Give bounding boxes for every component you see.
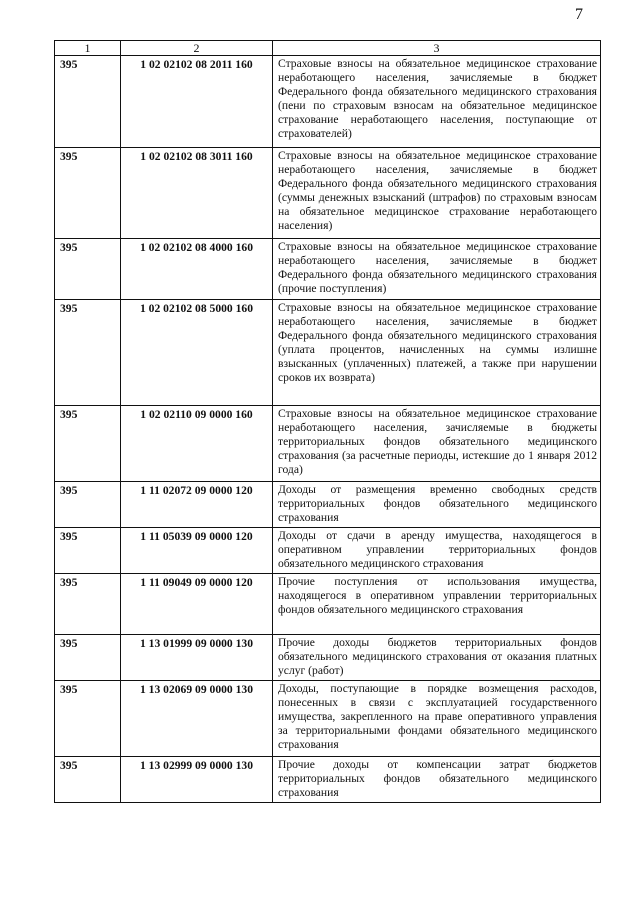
- admin-code-cell: 395: [55, 406, 121, 482]
- admin-code-cell: 395: [55, 300, 121, 406]
- description-cell: Страховые взносы на обязательное медицинское страхование неработающего населения, зачисляемые в бюджеты территориальных фондов обязательного медицинского страхования (за расчетные периоды, истекшие до 1 января 2012 года): [273, 406, 601, 482]
- table-row: [55, 681, 601, 757]
- admin-code-cell: 395: [55, 148, 121, 239]
- description-cell: Прочие доходы бюджетов территориальных фондов обязательного медицинского страхования от оказания платных услуг (работ): [273, 635, 601, 681]
- description-cell: Страховые взносы на обязательное медицинское страхование неработающего населения, зачисляемые в бюджет Федерального фонда обязательного медицинского страхования (пени по страховым взносам на обязательное медицинское страхование неработающего населения, поступающие от страхователей): [273, 56, 601, 148]
- page-number: 7: [575, 6, 583, 23]
- admin-code-cell: 395: [55, 574, 121, 635]
- budget-code-cell: 1 13 02999 09 0000 130: [121, 757, 273, 803]
- table-row: [55, 406, 601, 482]
- column-header-3: 3: [273, 41, 601, 56]
- description-cell: Страховые взносы на обязательное медицинское страхование неработающего населения, зачисляемые в бюджет Федерального фонда обязательного медицинского страхования (прочие поступления): [273, 239, 601, 300]
- admin-code-cell: 395: [55, 56, 121, 148]
- description-cell: Страховые взносы на обязательное медицинское страхование неработающего населения, зачисляемые в бюджет Федерального фонда обязательного медицинского страхования (суммы денежных взысканий (штрафов) по страховым взносам на обязательное медицинское страхование неработающего населения): [273, 148, 601, 239]
- budget-code-cell: 1 13 02069 09 0000 130: [121, 681, 273, 757]
- description-cell: Прочие поступления от использования имущества, находящегося в оперативном управлении территориальных фондов обязательного медицинского страхования: [273, 574, 601, 635]
- budget-codes-table: [54, 40, 601, 803]
- table-row: [55, 239, 601, 300]
- table-row: [55, 300, 601, 406]
- table-header-row: [55, 41, 601, 56]
- budget-code-cell: 1 02 02102 08 3011 160: [121, 148, 273, 239]
- budget-code-cell: 1 02 02102 08 2011 160: [121, 56, 273, 148]
- table-row: [55, 482, 601, 528]
- description-cell: Доходы от размещения временно свободных средств территориальных фондов обязательного медицинского страхования: [273, 482, 601, 528]
- budget-code-cell: 1 11 09049 09 0000 120: [121, 574, 273, 635]
- description-cell: Прочие доходы от компенсации затрат бюджетов территориальных фондов обязательного медицинского страхования: [273, 757, 601, 803]
- table-row: [55, 757, 601, 803]
- admin-code-cell: 395: [55, 635, 121, 681]
- table-row: [55, 148, 601, 239]
- budget-code-cell: 1 11 05039 09 0000 120: [121, 528, 273, 574]
- budget-code-cell: 1 13 01999 09 0000 130: [121, 635, 273, 681]
- table-row: [55, 56, 601, 148]
- description-cell: Страховые взносы на обязательное медицинское страхование неработающего населения, зачисляемые в бюджет Федерального фонда обязательного медицинского страхования (уплата процентов, начисленных на суммы излишне взысканных (уплаченных) платежей, а также при нарушении сроков их возврата): [273, 300, 601, 406]
- table-row: [55, 635, 601, 681]
- admin-code-cell: 395: [55, 757, 121, 803]
- admin-code-cell: 395: [55, 681, 121, 757]
- table-row: [55, 528, 601, 574]
- table-row: [55, 574, 601, 635]
- description-cell: Доходы от сдачи в аренду имущества, находящегося в оперативном управлении территориальных фондов обязательного медицинского страхования: [273, 528, 601, 574]
- budget-code-cell: 1 02 02110 09 0000 160: [121, 406, 273, 482]
- budget-code-cell: 1 02 02102 08 4000 160: [121, 239, 273, 300]
- admin-code-cell: 395: [55, 482, 121, 528]
- column-header-2: 2: [121, 41, 273, 56]
- budget-code-cell: 1 02 02102 08 5000 160: [121, 300, 273, 406]
- admin-code-cell: 395: [55, 528, 121, 574]
- description-cell: Доходы, поступающие в порядке возмещения расходов, понесенных в связи с эксплуатацией государственного имущества, закрепленного на праве оперативного управления за территориальными фондами обязательного медицинского страхования: [273, 681, 601, 757]
- admin-code-cell: 395: [55, 239, 121, 300]
- budget-code-cell: 1 11 02072 09 0000 120: [121, 482, 273, 528]
- column-header-1: 1: [55, 41, 121, 56]
